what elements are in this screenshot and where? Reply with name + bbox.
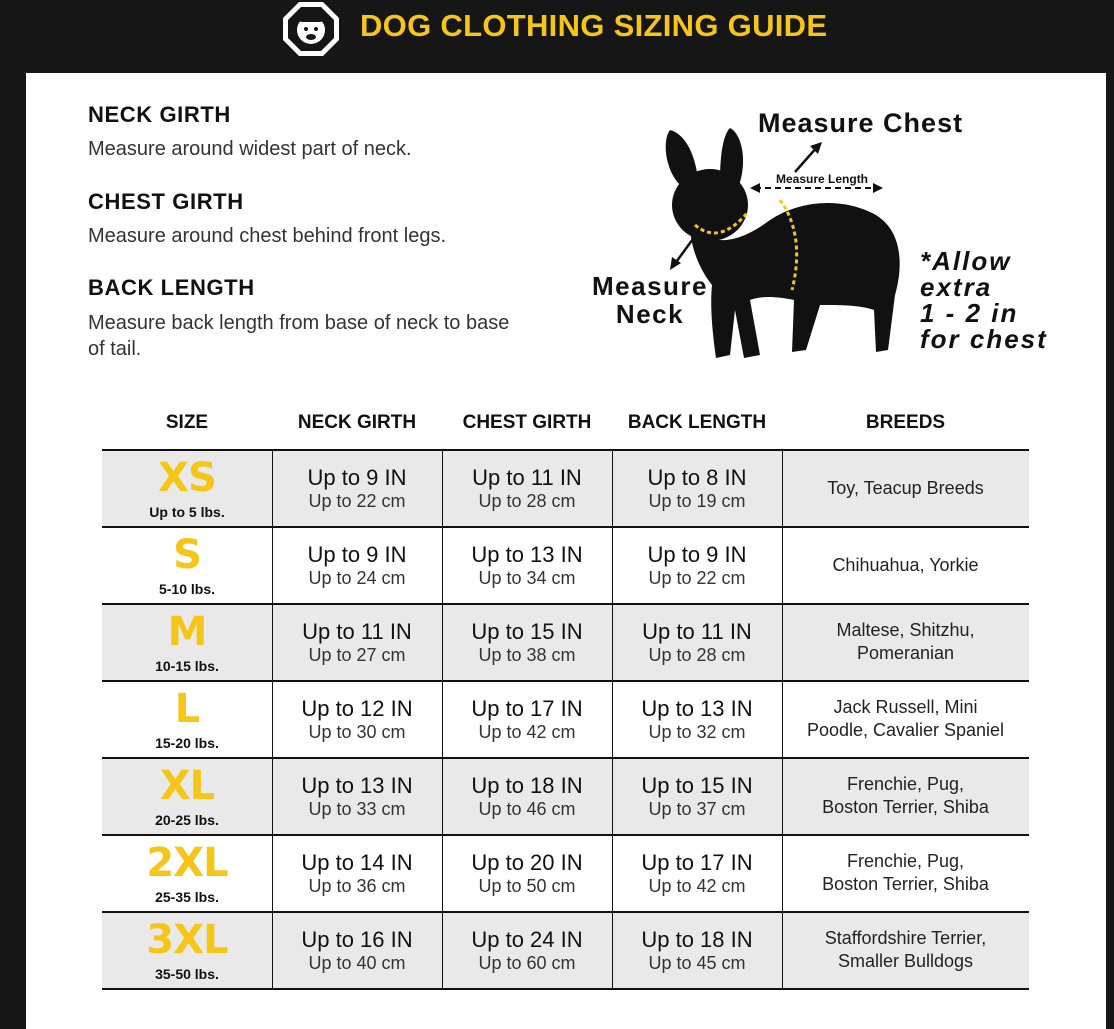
chest-cm-value: Up to 46 cm [478, 799, 576, 819]
chest-girth-title: CHEST GIRTH [88, 189, 244, 214]
chest-in-value: Up to 24 IN [471, 927, 583, 952]
size-weight: 10-15 lbs. [155, 658, 219, 674]
breeds-line2: Boston Terrier, Shiba [822, 797, 989, 817]
col-header-neck: NECK GIRTH [297, 412, 417, 433]
allow-line2: extra [920, 272, 993, 302]
breeds-line1: Maltese, Shitzhu, [836, 620, 975, 640]
column-divider [612, 450, 613, 989]
chest-in-value: Up to 18 IN [471, 773, 583, 798]
measure-neck-line2: Neck [615, 299, 685, 329]
col-header-breeds: BREEDS [865, 412, 946, 433]
breeds-line1: Staffordshire Terrier, [824, 928, 987, 948]
page-title: DOG CLOTHING SIZING GUIDE [360, 8, 828, 43]
table-divider [102, 757, 1029, 759]
table-divider [102, 911, 1029, 913]
size-label: L [174, 686, 200, 732]
neck-in-value: Up to 9 IN [307, 465, 407, 490]
neck-cm-value: Up to 33 cm [308, 799, 406, 819]
breeds-line2: Poodle, Cavalier Spaniel [806, 720, 1005, 740]
size-weight: 25-35 lbs. [155, 889, 219, 905]
back-in-value: Up to 18 IN [641, 927, 753, 952]
breeds-line1: Frenchie, Pug, [846, 774, 965, 794]
table-row [102, 604, 1029, 681]
neck-cm-value: Up to 24 cm [308, 568, 406, 588]
neck-girth-title: NECK GIRTH [88, 102, 231, 127]
allow-line4: for chest [920, 324, 1048, 354]
back-cm-value: Up to 42 cm [648, 876, 746, 896]
breeds-line1: Frenchie, Pug, [846, 851, 965, 871]
measure-length-label: Measure Length [776, 172, 869, 186]
col-header-chest: CHEST GIRTH [462, 412, 592, 433]
table-divider [102, 449, 1029, 451]
measure-neck-label [580, 272, 720, 328]
chest-cm-value: Up to 28 cm [478, 491, 576, 511]
col-header-back: BACK LENGTH [627, 412, 767, 433]
neck-in-value: Up to 13 IN [301, 773, 413, 798]
neck-in-value: Up to 12 IN [301, 696, 413, 721]
back-cm-value: Up to 22 cm [648, 568, 746, 588]
table-divider [102, 603, 1029, 605]
column-divider [782, 450, 783, 989]
chest-cm-value: Up to 38 cm [478, 645, 576, 665]
table-divider [102, 834, 1029, 836]
breeds-line2: Smaller Bulldogs [837, 951, 974, 971]
size-label: XS [158, 455, 216, 501]
allow-line1: *Allow [920, 246, 1012, 276]
chest-in-value: Up to 13 IN [471, 542, 583, 567]
neck-cm-value: Up to 40 cm [308, 953, 406, 973]
chest-cm-value: Up to 50 cm [478, 876, 576, 896]
back-in-value: Up to 8 IN [647, 465, 747, 490]
neck-cm-value: Up to 30 cm [308, 722, 406, 742]
table-divider [102, 988, 1029, 990]
breeds-line2: Boston Terrier, Shiba [822, 874, 989, 894]
size-weight: 20-25 lbs. [155, 812, 219, 828]
chest-cm-value: Up to 60 cm [478, 953, 576, 973]
chest-in-value: Up to 20 IN [471, 850, 583, 875]
chest-in-value: Up to 11 IN [472, 465, 582, 490]
size-weight: 5-10 lbs. [158, 581, 216, 597]
size-label: XL [159, 763, 215, 809]
back-cm-value: Up to 28 cm [648, 645, 746, 665]
column-divider [272, 450, 273, 989]
header-bar [0, 0, 1114, 60]
back-in-value: Up to 15 IN [641, 773, 753, 798]
measure-neck-line1: Measure [592, 271, 708, 301]
neck-in-value: Up to 11 IN [302, 619, 412, 644]
table-row [102, 758, 1029, 835]
table-row [102, 681, 1029, 758]
back-in-value: Up to 17 IN [641, 850, 753, 875]
back-cm-value: Up to 19 cm [648, 491, 746, 511]
table-divider [102, 680, 1029, 682]
back-in-value: Up to 9 IN [647, 542, 747, 567]
back-cm-value: Up to 32 cm [648, 722, 746, 742]
allow-extra-note [920, 248, 1048, 352]
column-divider [442, 450, 443, 989]
back-cm-value: Up to 45 cm [648, 953, 746, 973]
neck-girth-desc: Measure around widest part of neck. [88, 138, 412, 160]
back-in-value: Up to 13 IN [641, 696, 753, 721]
neck-in-value: Up to 9 IN [307, 542, 407, 567]
breeds-line1: Toy, Teacup Breeds [827, 478, 984, 498]
back-length-title: BACK LENGTH [88, 275, 255, 300]
measure-chest-label: Measure Chest [758, 108, 964, 138]
chest-girth-desc: Measure around chest behind front legs. [88, 225, 446, 247]
table-row [102, 527, 1029, 604]
size-weight: 15-20 lbs. [155, 735, 219, 751]
chest-in-value: Up to 15 IN [471, 619, 583, 644]
chest-in-value: Up to 17 IN [471, 696, 583, 721]
table-divider [102, 526, 1029, 528]
size-label: 2XL [146, 840, 228, 886]
size-label: M [167, 609, 207, 655]
size-weight: 35-50 lbs. [155, 966, 219, 982]
back-length-desc: Measure back length from base of neck to base of tail. [88, 312, 510, 360]
neck-cm-value: Up to 36 cm [308, 876, 406, 896]
breeds-line1: Jack Russell, Mini [833, 697, 978, 717]
neck-cm-value: Up to 27 cm [308, 645, 406, 665]
table-row [102, 835, 1029, 912]
size-weight: Up to 5 lbs. [149, 504, 225, 520]
chest-cm-value: Up to 42 cm [478, 722, 576, 742]
size-label: S [173, 532, 201, 578]
neck-in-value: Up to 16 IN [301, 927, 413, 952]
neck-in-value: Up to 14 IN [301, 850, 413, 875]
size-label: 3XL [146, 917, 228, 963]
neck-cm-value: Up to 22 cm [308, 491, 406, 511]
table-row [102, 912, 1029, 989]
back-in-value: Up to 11 IN [642, 619, 752, 644]
breeds-line2: Pomeranian [856, 643, 955, 663]
breeds-line1: Chihuahua, Yorkie [832, 555, 979, 575]
col-header-size: SIZE [165, 412, 209, 433]
table-row [102, 450, 1029, 527]
back-cm-value: Up to 37 cm [648, 799, 746, 819]
brand-logo-icon [281, 0, 341, 58]
allow-line3: 1 - 2 in [920, 298, 1019, 328]
chest-cm-value: Up to 34 cm [478, 568, 576, 588]
